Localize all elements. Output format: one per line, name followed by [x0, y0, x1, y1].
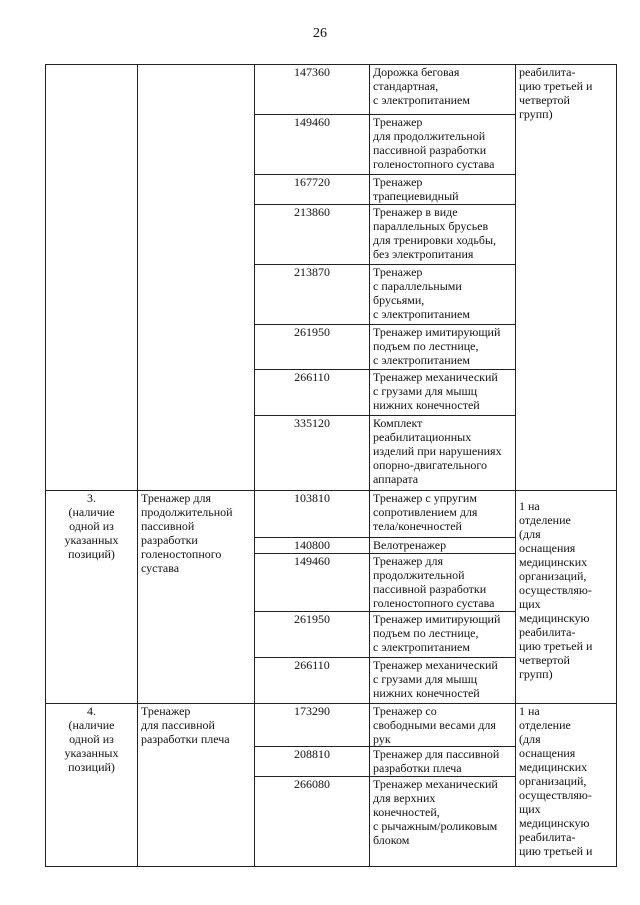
- item-code: 173290: [255, 704, 370, 747]
- item-code: 213870: [255, 265, 370, 325]
- item-description: Тренажер трапециевидный: [370, 175, 516, 205]
- page-number: 26: [313, 26, 327, 41]
- table-row: [46, 65, 617, 115]
- item-code: 149460: [255, 554, 370, 612]
- item-description: Тренажер с упругим сопротивлением для тела/конечностей: [370, 491, 516, 538]
- group-name-cell: [138, 65, 255, 491]
- quantity-cell: 1 на отделение (для оснащения медицинских организаций, осуществляю- щих медицинскую реабилита- цию третьей и: [516, 704, 617, 867]
- item-description: Комплект реабилитационных изделий при нарушениях опорно-двигательного аппарата: [370, 416, 516, 491]
- group-number-cell: 4. (наличие одной из указанных позиций): [46, 704, 138, 867]
- item-description: Велотренажер: [370, 538, 516, 554]
- item-code: 261950: [255, 612, 370, 658]
- item-code: 261950: [255, 325, 370, 370]
- item-code: 266080: [255, 777, 370, 867]
- table-row: [46, 704, 617, 747]
- item-code: 103810: [255, 491, 370, 538]
- item-code: 266110: [255, 658, 370, 704]
- group-name-cell: Тренажер для пассивной разработки плеча: [138, 704, 255, 867]
- quantity-cell: 1 на отделение (для оснащения медицинских организаций, осуществляю- щих медицинскую реабилита- цию третьей и четвертой групп): [516, 491, 617, 704]
- item-code: 167720: [255, 175, 370, 205]
- item-code: 149460: [255, 115, 370, 175]
- item-code: 208810: [255, 747, 370, 777]
- item-description: Тренажер в виде параллельных брусьев для тренировки ходьбы, без электропитания: [370, 205, 516, 265]
- item-description: Тренажер механический с грузами для мышц нижних конечностей: [370, 658, 516, 704]
- item-description: Тренажер для продолжительной пассивной разработки голеностопного сустава: [370, 115, 516, 175]
- item-description: Тренажер механический с грузами для мышц нижних конечностей: [370, 370, 516, 416]
- table-row: [46, 491, 617, 538]
- item-description: Тренажер имитирующий подъем по лестнице, с электропитанием: [370, 325, 516, 370]
- item-description: Тренажер имитирующий подъем по лестнице, с электропитанием: [370, 612, 516, 658]
- item-description: Тренажер для продолжительной пассивной разработки голеностопного сустава: [370, 554, 516, 612]
- item-description: Тренажер механический для верхних конечностей, с рычажным/роликовым блоком: [370, 777, 516, 867]
- item-description: Тренажер с параллельными брусьями, с электропитанием: [370, 265, 516, 325]
- item-code: 140800: [255, 538, 370, 554]
- quantity-cell: реабилита- цию третьей и четвертой групп): [516, 65, 617, 491]
- item-code: 335120: [255, 416, 370, 491]
- item-description: Тренажер для пассивной разработки плеча: [370, 747, 516, 777]
- item-description: Тренажер со свободными весами для рук: [370, 704, 516, 747]
- equipment-table: [45, 64, 617, 867]
- group-name-cell: Тренажер для продолжительной пассивной разработки голеностопного сустава: [138, 491, 255, 704]
- item-code: 266110: [255, 370, 370, 416]
- group-number-cell: [46, 65, 138, 491]
- item-code: 147360: [255, 65, 370, 115]
- item-code: 213860: [255, 205, 370, 265]
- item-description: Дорожка беговая стандартная, с электропитанием: [370, 65, 516, 115]
- group-number-cell: 3. (наличие одной из указанных позиций): [46, 491, 138, 704]
